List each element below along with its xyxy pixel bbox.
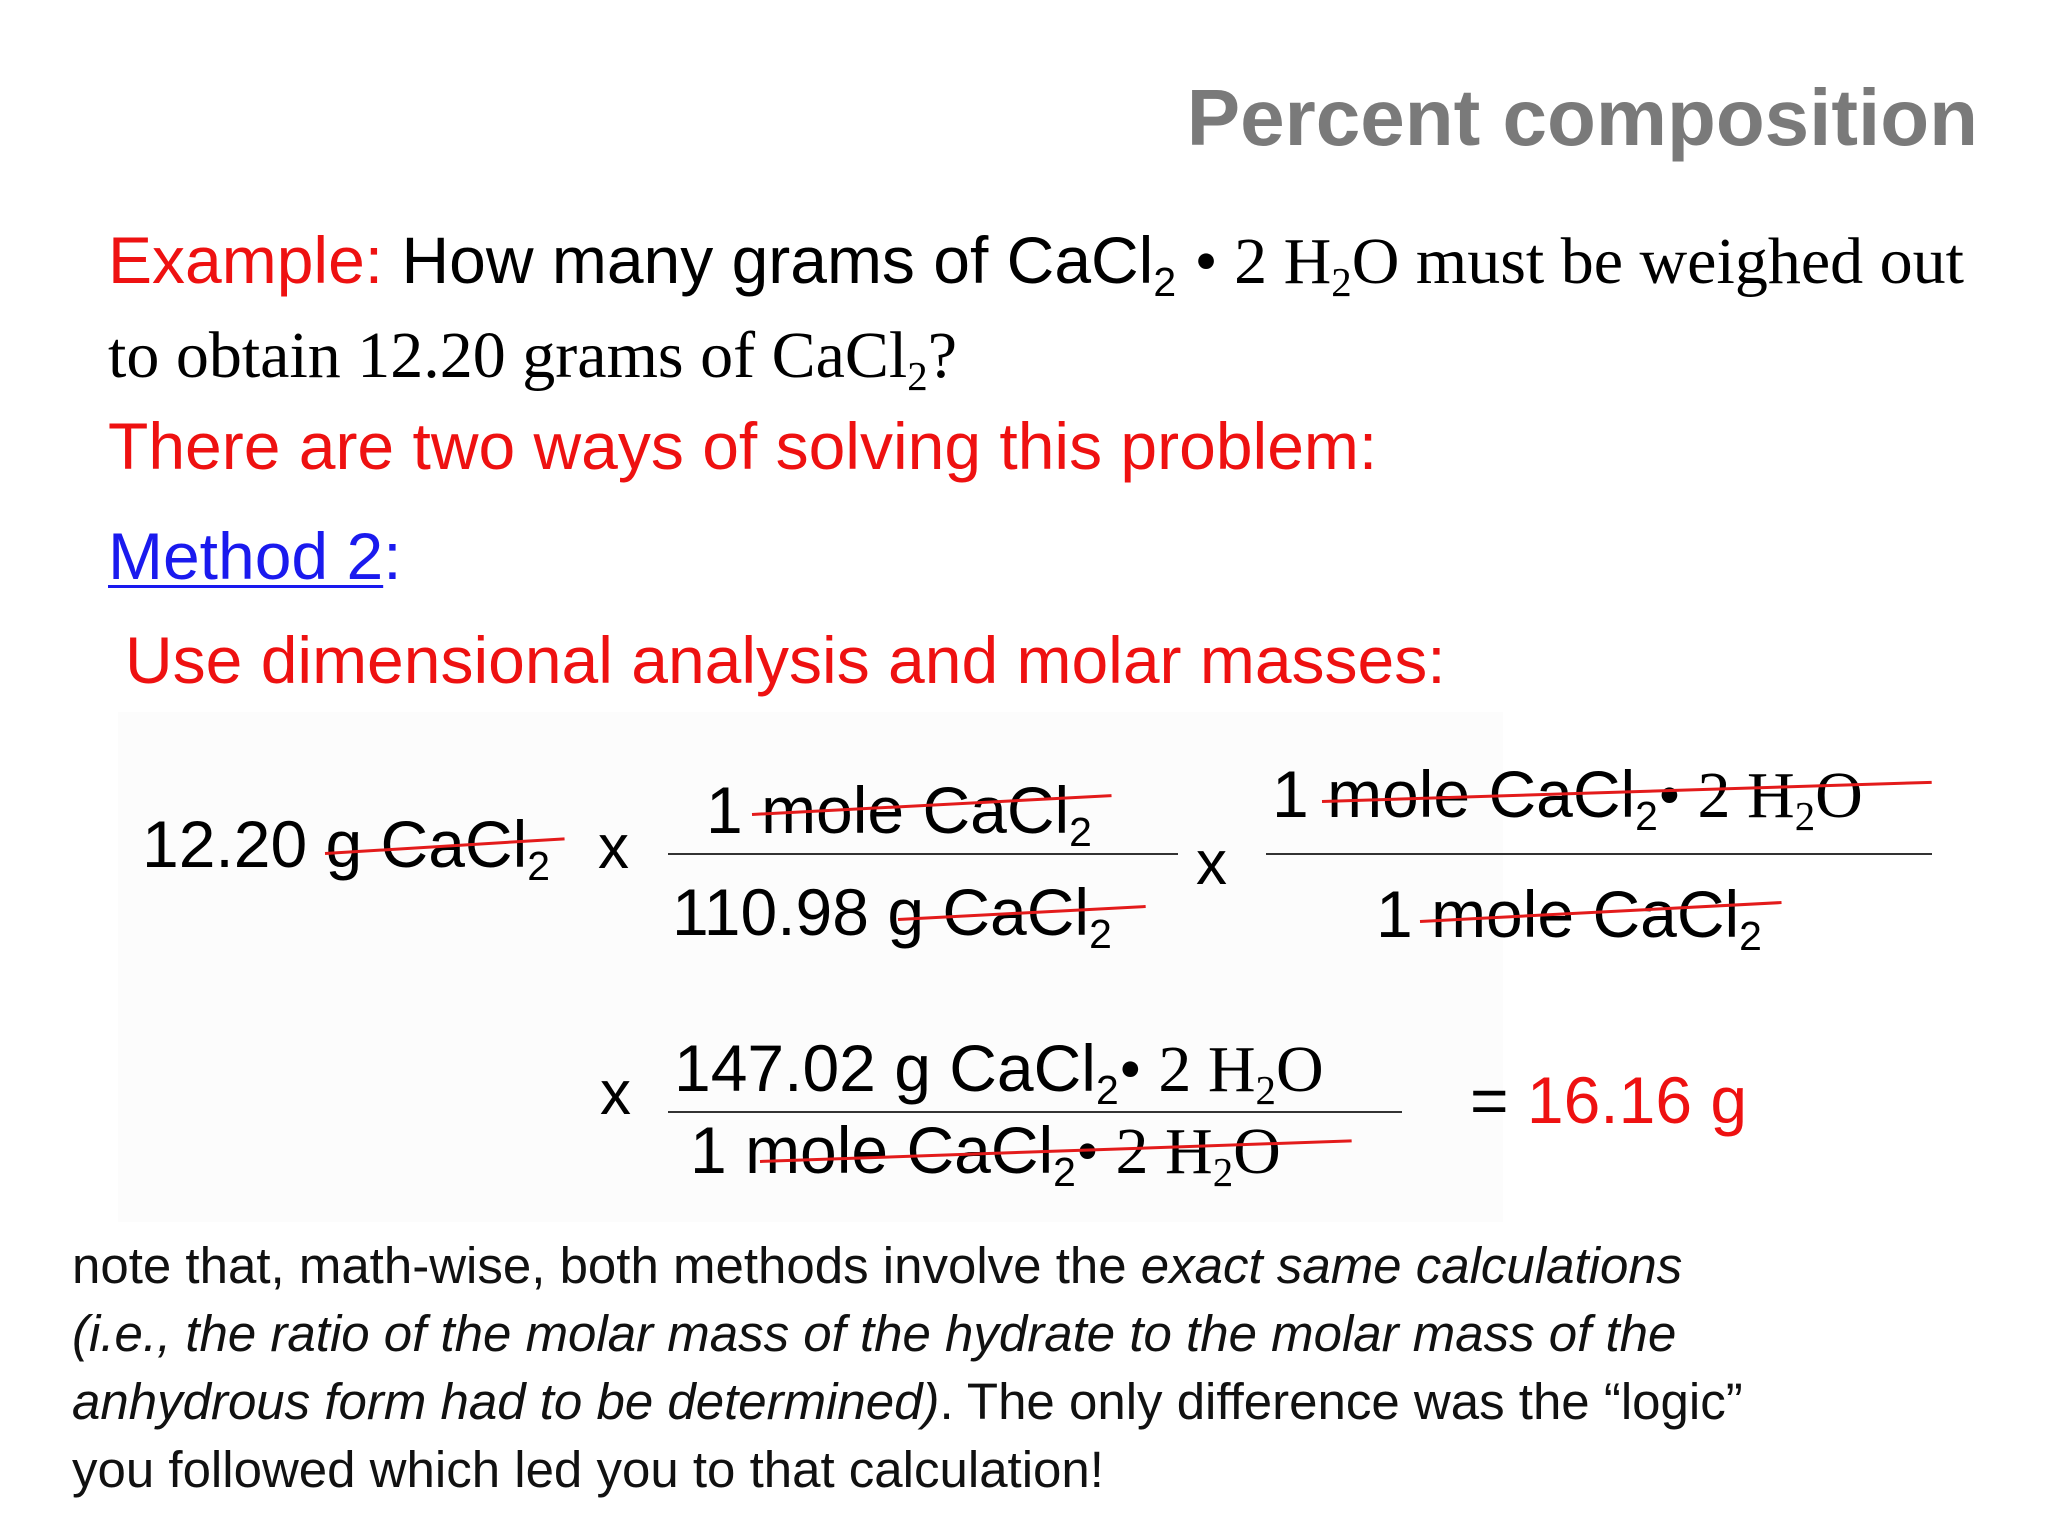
given-quantity: 12.20 g CaCl$_2$: [142, 807, 551, 890]
question-line-2: to obtain 12.20 grams of CaCl$_2$?: [108, 319, 958, 400]
fraction3-denominator: 1 mole CaCl$_2$• 2 $H_2O$: [690, 1113, 1281, 1196]
method-heading: Method 2:: [108, 519, 402, 593]
fraction2-numerator: 1 mole CaCl$_2$• 2 $H_2O$: [1272, 757, 1863, 840]
note-paragraph: note that, math-wise, both methods involve the exact same calculations (i.e., the ratio of the molar mass of the hydrate to the molar mass of the anhydrous form had to be determined). The only difference was the “logic” you followed which led you to that calculation!: [72, 1237, 1743, 1498]
result-value: 16.16 g: [1526, 1063, 1748, 1137]
example-label: Example:: [108, 223, 384, 297]
fraction2-bar: [1266, 853, 1932, 855]
fraction2-denominator: 1 mole CaCl$_2$: [1376, 877, 1762, 960]
fraction1-denominator: 110.98 g CaCl$_2$: [672, 875, 1112, 958]
method-2-link[interactable]: Method 2: [108, 519, 384, 593]
slide-title: Percent composition: [1186, 73, 1978, 162]
multiply-sign-3: x: [600, 1059, 631, 1128]
multiply-sign-1: x: [598, 813, 629, 882]
multiply-sign-2: x: [1196, 829, 1227, 898]
result: = 16.16 g: [1470, 1063, 1748, 1137]
use-dimensional-analysis-text: Use dimensional analysis and molar masses:: [125, 623, 1446, 697]
question-line-1: Example: How many grams of CaCl$_2$ • 2 $H_2O$ must be weighed out: [108, 223, 1964, 306]
two-ways-text: There are two ways of solving this problem:: [108, 409, 1378, 483]
fraction1-numerator: 1 mole CaCl$_2$: [706, 773, 1092, 856]
fraction3-numerator: 147.02 g CaCl$_2$• 2 $H_2O$: [674, 1031, 1324, 1114]
question-text: How many grams of CaCl: [401, 223, 1154, 297]
fraction1-bar: [668, 853, 1178, 855]
